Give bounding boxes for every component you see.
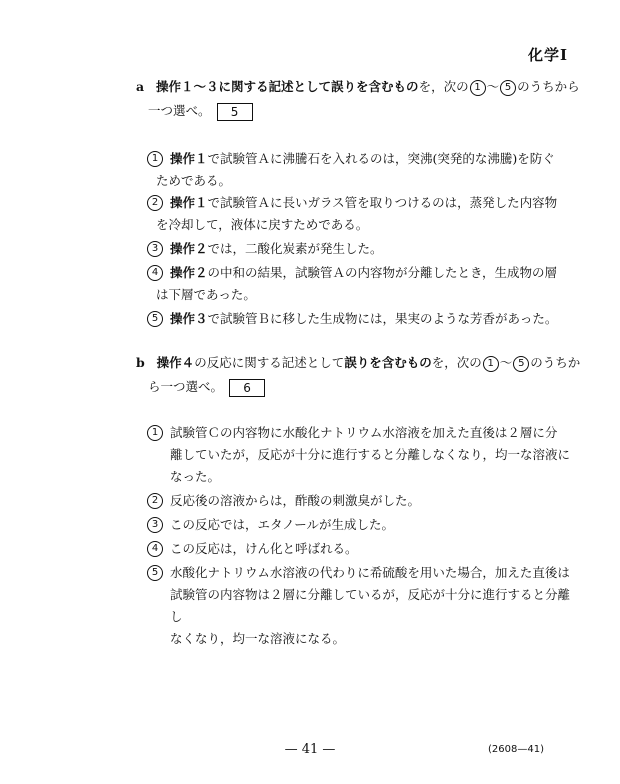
option-line1: 反応後の溶液からは，酢酸の刺激臭がした。	[170, 493, 421, 508]
range-start-marker: 1	[483, 356, 499, 372]
option-operation: 操作３	[170, 311, 208, 326]
option-text	[170, 308, 566, 330]
range-start-marker: 1	[470, 80, 486, 96]
option-line2: は下層であった。	[156, 287, 256, 302]
choice-number-icon: 5	[147, 311, 163, 327]
option-text	[170, 262, 566, 284]
page-number: — 41 —	[284, 742, 336, 757]
option-line1: で試験管Ｂに移した生成物には，果実のような芳香があった。	[207, 311, 558, 326]
option-text	[170, 148, 566, 170]
answer-box-6[interactable]: 6	[229, 379, 265, 397]
option-line1: この反応は，けん化と呼ばれる。	[170, 541, 358, 556]
option-line2: ためである。	[156, 173, 232, 188]
option-line1: 水酸化ナトリウム水溶液の代わりに希硫酸を用いた場合，加えた直後は	[170, 565, 570, 580]
range-end-marker: 5	[500, 80, 516, 96]
question-a-post: を，次の	[418, 79, 469, 94]
option-b-4[interactable]	[146, 538, 576, 560]
option-operation: 操作２	[170, 241, 208, 256]
question-b-line1	[136, 352, 580, 374]
option-line2: 試験管の内容物は２層に分離しているが，反応が十分に進行すると分離し	[170, 587, 571, 624]
option-operation: 操作１	[170, 195, 208, 210]
subject-title: 化学Ⅰ	[527, 46, 568, 64]
choice-number-icon: 4	[147, 541, 163, 557]
option-b-2[interactable]	[146, 490, 576, 512]
choice-number-icon: 1	[147, 425, 163, 441]
option-line1: で試験管Ａに沸騰石を入れるのは，突沸(突発的な沸騰)を防ぐ	[207, 151, 555, 166]
option-operation: 操作２	[170, 265, 208, 280]
option-a-5[interactable]	[146, 308, 566, 330]
question-a-emphasis: 誤りを含むもの	[331, 79, 419, 94]
option-line3: なくなり，均一な溶液になる。	[170, 631, 346, 646]
question-b-line2	[148, 376, 265, 398]
question-b-tail: のうちか	[530, 355, 581, 370]
range-sep: ～	[499, 355, 513, 370]
choice-number-icon: 5	[147, 565, 163, 581]
option-text	[170, 192, 566, 214]
option-text	[170, 238, 566, 260]
option-b-3[interactable]	[146, 514, 576, 536]
question-b-line2-text: ら一つ選べ。	[148, 379, 224, 394]
answer-box-5[interactable]: 5	[217, 103, 253, 121]
option-b-5[interactable]	[146, 562, 576, 650]
exam-code: (2608—41)	[488, 744, 544, 755]
question-b-mid: の反応に関する記述として	[194, 355, 345, 370]
choice-number-icon: 3	[147, 241, 163, 257]
option-a-4[interactable]	[146, 262, 566, 306]
choice-number-icon: 2	[147, 493, 163, 509]
option-a-3[interactable]	[146, 238, 566, 260]
question-a-line1	[136, 76, 580, 98]
option-line1: 試験管Ｃの内容物に水酸化ナトリウム水溶液を加えた直後は２層に分	[170, 425, 558, 440]
choice-number-icon: 1	[147, 151, 163, 167]
question-a-line2-text: 一つ選べ。	[148, 103, 211, 118]
option-line1: この反応では，エタノールが生成した。	[170, 517, 395, 532]
option-line1: の中和の結果，試験管Ａの内容物が分離したとき，生成物の層	[207, 265, 558, 280]
question-b-letter: b	[136, 355, 145, 370]
question-b-post: を，次の	[431, 355, 482, 370]
option-a-1[interactable]	[146, 148, 566, 192]
choice-number-icon: 4	[147, 265, 163, 281]
question-b-emphasis: 誤りを含むもの	[344, 355, 432, 370]
option-line3: なった。	[170, 469, 221, 484]
choice-number-icon: 2	[147, 195, 163, 211]
option-line2: 離していたが，反応が十分に進行すると分離しなくなり，均一な溶液に	[170, 447, 571, 462]
option-a-2[interactable]	[146, 192, 566, 236]
option-b-1[interactable]	[146, 422, 576, 488]
option-line2: を冷却して，液体に戻すためである。	[156, 217, 369, 232]
question-a-letter: a	[136, 79, 145, 94]
choice-number-icon: 3	[147, 517, 163, 533]
question-a-tail: のうちから	[517, 79, 580, 94]
question-a-op: 操作１～３に関する記述として	[156, 79, 332, 94]
question-a-line2	[148, 100, 253, 122]
option-line1: で試験管Ａに長いガラス管を取りつけるのは，蒸発した内容物	[207, 195, 558, 210]
range-sep: ～	[486, 79, 500, 94]
question-b-op: 操作４	[156, 355, 195, 370]
option-operation: 操作１	[170, 151, 208, 166]
range-end-marker: 5	[513, 356, 529, 372]
option-line1: では，二酸化炭素が発生した。	[207, 241, 383, 256]
